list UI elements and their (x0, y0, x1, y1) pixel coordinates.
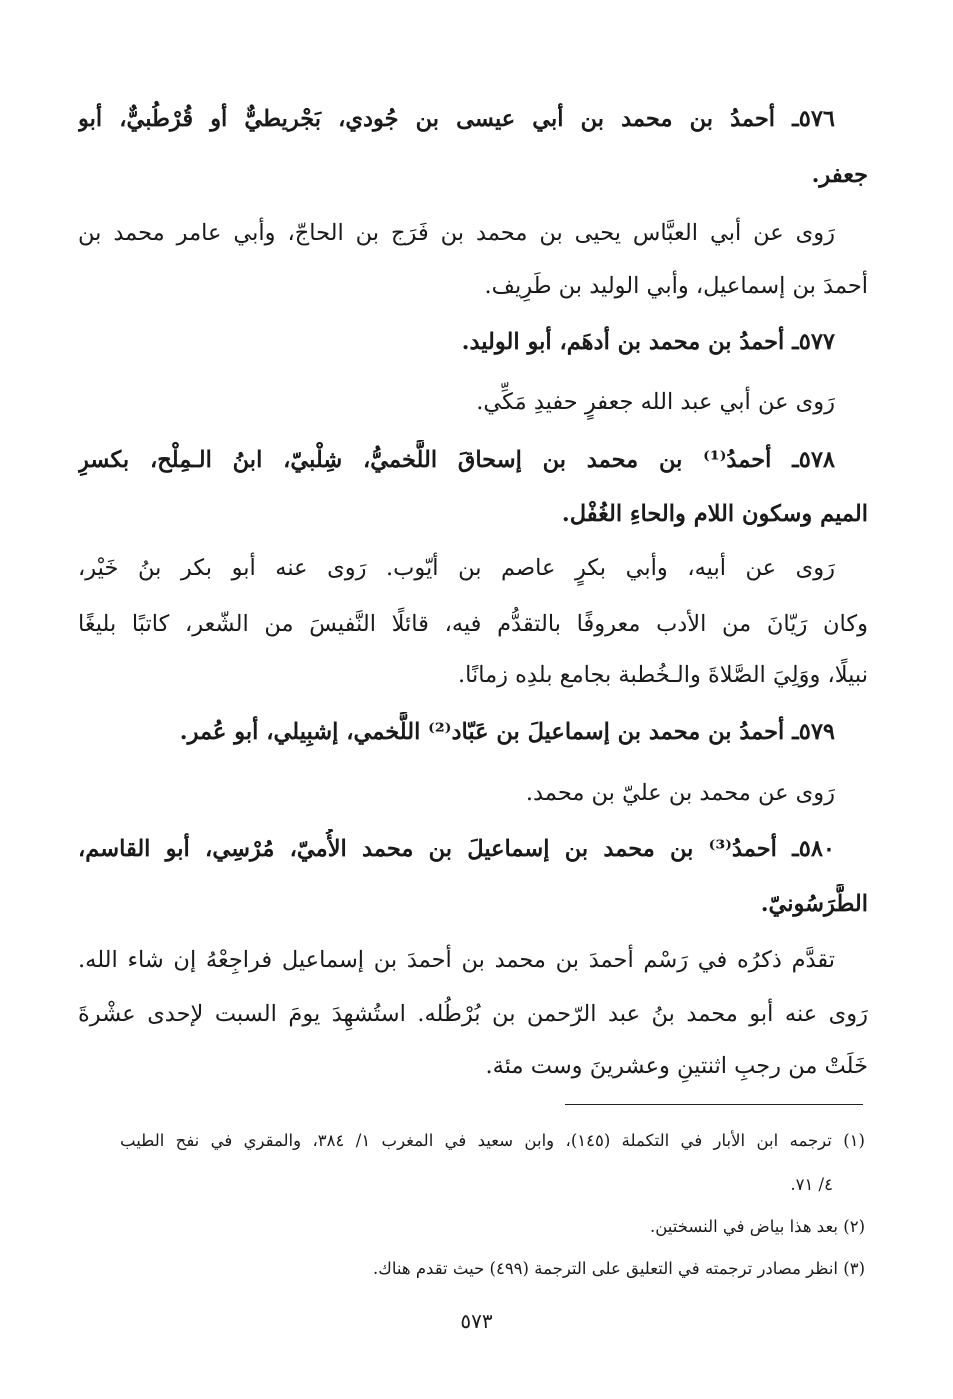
entry-577-title-line-1: ٥٧٧ـ أحمدُ بن محمد بن أدهَم، أبو الوليد. (461, 329, 835, 355)
entry-577-body-line-1: رَوى عن أبي عبد الله جعفرٍ حفيدِ مَكِّي. (476, 389, 835, 415)
entry-576-title-line-2: جعفر. (811, 162, 868, 188)
entry-576-body-line-2: أحمدَ بن إسماعيل، وأبي الوليد بن طَرِيف. (484, 273, 868, 299)
entry-580-title-line-2: الطَّرَسُونيّ. (760, 891, 868, 917)
entry-578-body-line-2: وكان رَيّانَ من الأدب معروفًا بالتقدُّم فيه، قائلًا النَّفيسَ من الشّعر، كاتبًا بليغًا (78, 611, 868, 637)
footnote-1-line-2: ٤/ ٧١. (790, 1175, 833, 1194)
entry-580-body-line-2: رَوى عنه أبو محمد بنُ عبد الرّحمن بن بُرْطُله. استُشهِدَ يومَ السبت لإحدى عشْرةَ (78, 1001, 868, 1027)
footnote-2-line-1: (٢) بعد هذا بياض في النسختين. (649, 1217, 865, 1236)
entry-579-body-line-1: رَوى عن محمد بن عليّ بن محمد. (525, 780, 835, 806)
entry-578-body-line-1: رَوى عن أبيه، وأبي بكرٍ عاصم بن أيّوب. رَوى عنه أبو بكر بنُ خَيْر، (78, 555, 835, 581)
footnote-3-line-1: (٣) انظر مصادر ترجمته في التعليق على الترجمة (٤٩٩) حيث تقدم هناك. (373, 1259, 865, 1278)
entry-576-body-line-1: رَوى عن أبي العبَّاس يحيى بن محمد بن فَرَج بن الحاجّ، وأبي عامر محمد بن (78, 220, 835, 246)
entry-580-body-line-3: خَلَتْ من رجبِ اثنتينِ وعشرينَ وست مئة. (485, 1053, 868, 1079)
entry-578-title-line-2: الميم وسكون اللام والحاءِ الغُفْل. (561, 501, 868, 527)
entry-580-title-line-1: ٥٨٠ـ أحمدُ⁽³⁾ بن محمد بن إسماعيلَ بن محمد الأُميّ، مُرْسِي، أبو القاسم، (78, 836, 835, 862)
entry-580-body-line-1: تقدَّم ذكرُه في رَسْم أحمدَ بن محمد بن أحمدَ بن إسماعيل فراجِعْهُ إن شاء الله. (78, 947, 835, 973)
entry-576-title-line-1: ٥٧٦ـ أحمدُ بن محمد بن أبي عيسى بن جُودي، بَجْريطيٌّ أو قُرْطُبيٌّ، أبو (78, 106, 835, 132)
entry-578-body-line-3: نبيلًا، ووَلِيَ الصَّلاةَ والـخُطبة بجامع بلدِه زمانًا. (457, 662, 868, 688)
entry-579-title-line-1: ٥٧٩ـ أحمدُ بن محمد بن إسماعيلَ بن عَبّاد⁽²⁾ اللَّخمي، إشبِيلي، أبو عُمر. (179, 719, 835, 745)
footnote-separator (565, 1104, 863, 1105)
footnote-1-line-1: (١) ترجمه ابن الأبار في التكملة (١٤٥)، وابن سعيد في المغرب ١/ ٣٨٤، والمقري في نفح الطيب (120, 1131, 865, 1150)
page-number: ٥٧٣ (460, 1309, 493, 1333)
entry-578-title-line-1: ٥٧٨ـ أحمدُ⁽¹⁾ بن محمد بن إسحاقَ اللَّخميُّ، شِلْبيّ، ابنُ الـمِلْح، بكسرِ (78, 447, 835, 473)
